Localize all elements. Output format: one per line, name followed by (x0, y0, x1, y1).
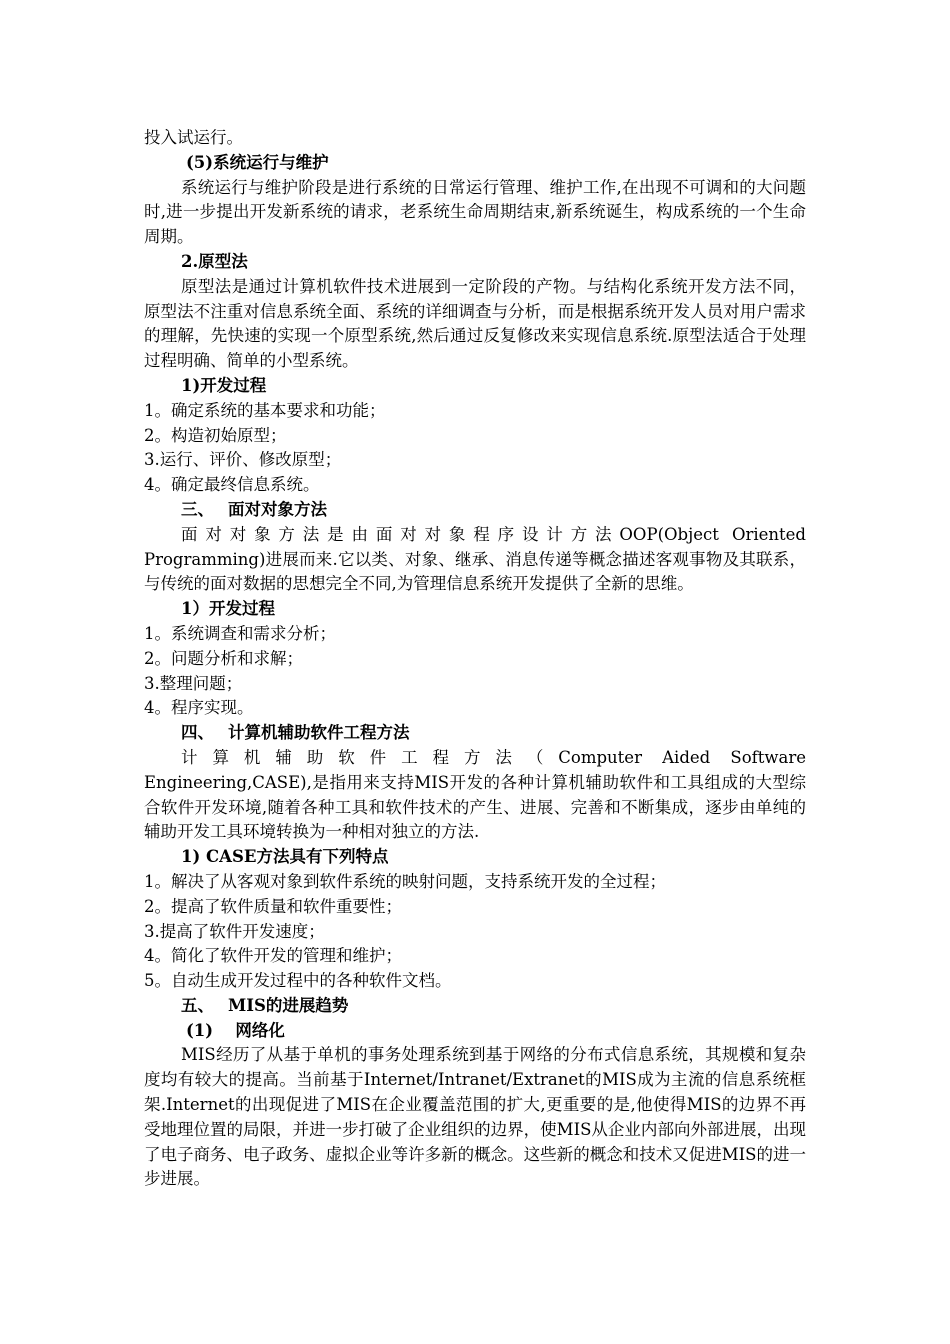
section-heading: 四、 计算机辅助软件工程方法 (181, 723, 410, 743)
paragraph-line: 面对对象方法是由面对对象程序设计方法OOP(Object Oriented (181, 524, 806, 544)
paragraph: MIS经历了从基于单机的事务处理系统到基于网络的分布式信息系统，其规模和复杂度均有较大的提高。当前基于Internet/Intranet/Extranet的MIS成为主流的信息系统框架.Internet的出现促进了MIS在企业覆盖范围的扩大,更重要的是,他使得MIS的边界不再受地理位置的局限，并进一步打破了企业组织的边界，使MIS从企业内部向外部进展，出现了电子商务、电子政务、虚拟企业等许多新的概念。这些新的概念和技术又促进MIS的进一步进展。 (144, 1045, 806, 1189)
paragraph-line: 计算机辅助软件工程方法（Computer Aided Software (181, 747, 806, 767)
document-body (144, 126, 806, 1192)
section-heading: (1) 网络化 (186, 1020, 285, 1040)
list-item: 4。程序实现。 (144, 698, 254, 718)
list-item: 3.提高了软件开发速度； (144, 921, 325, 941)
section-heading: 2.原型法 (181, 251, 248, 271)
paragraph: Programming)进展而来.它以类、对象、继承、消息传递等概念描述客观事物及其联系，与传统的面对数据的思想完全不同,为管理信息系统开发提供了全新的思维。 (144, 549, 806, 594)
section-heading: 三、 面对对象方法 (181, 499, 327, 519)
section-heading: 1)开发过程 (181, 375, 267, 395)
list-item: 1。系统调查和需求分析； (144, 623, 336, 643)
section-heading: 1）开发过程 (181, 599, 275, 619)
paragraph: 投入试运行。 (144, 128, 243, 147)
paragraph: Engineering,CASE),是指用来支持MIS开发的各种计算机辅助软件和工具组成的大型综合软件开发环境,随着各种工具和软件技术的产生、进展、完善和不断集成，逐步由单纯的辅助开发工具环境转换为一种相对独立的方法. (144, 772, 806, 842)
section-heading: 1) CASE方法具有下列特点 (181, 847, 389, 867)
list-item: 4。确定最终信息系统。 (144, 475, 320, 495)
list-item: 5。自动生成开发过程中的各种软件文档。 (144, 971, 452, 991)
list-item: 4。简化了软件开发的管理和维护； (144, 946, 402, 966)
section-heading: 五、 MIS的进展趋势 (181, 995, 349, 1015)
list-item: 2。提高了软件质量和软件重要性； (144, 896, 402, 916)
list-item: 2。构造初始原型； (144, 425, 287, 445)
paragraph: 系统运行与维护阶段是进行系统的日常运行管理、维护工作,在出现不可调和的大问题时,进一步提出开发新系统的请求，老系统生命周期结束,新系统诞生，构成系统的一个生命周期。 (144, 177, 806, 247)
list-item: 2。问题分析和求解； (144, 648, 303, 668)
list-item: 1。解决了从客观对象到软件系统的映射问题，支持系统开发的全过程； (144, 871, 666, 891)
section-heading: (5)系统运行与维护 (186, 152, 329, 172)
list-item: 1。确定系统的基本要求和功能； (144, 400, 386, 420)
list-item: 3.运行、评价、修改原型； (144, 450, 342, 470)
list-item: 3.整理问题； (144, 673, 243, 693)
paragraph: 原型法是通过计算机软件技术进展到一定阶段的产物。与结构化系统开发方法不同，原型法不注重对信息系统全面、系统的详细调查与分析，而是根据系统开发人员对用户需求的理解，先快速的实现一个原型系统,然后通过反复修改来实现信息系统.原型法适合于处理过程明确、简单的小型系统。 (144, 276, 806, 371)
